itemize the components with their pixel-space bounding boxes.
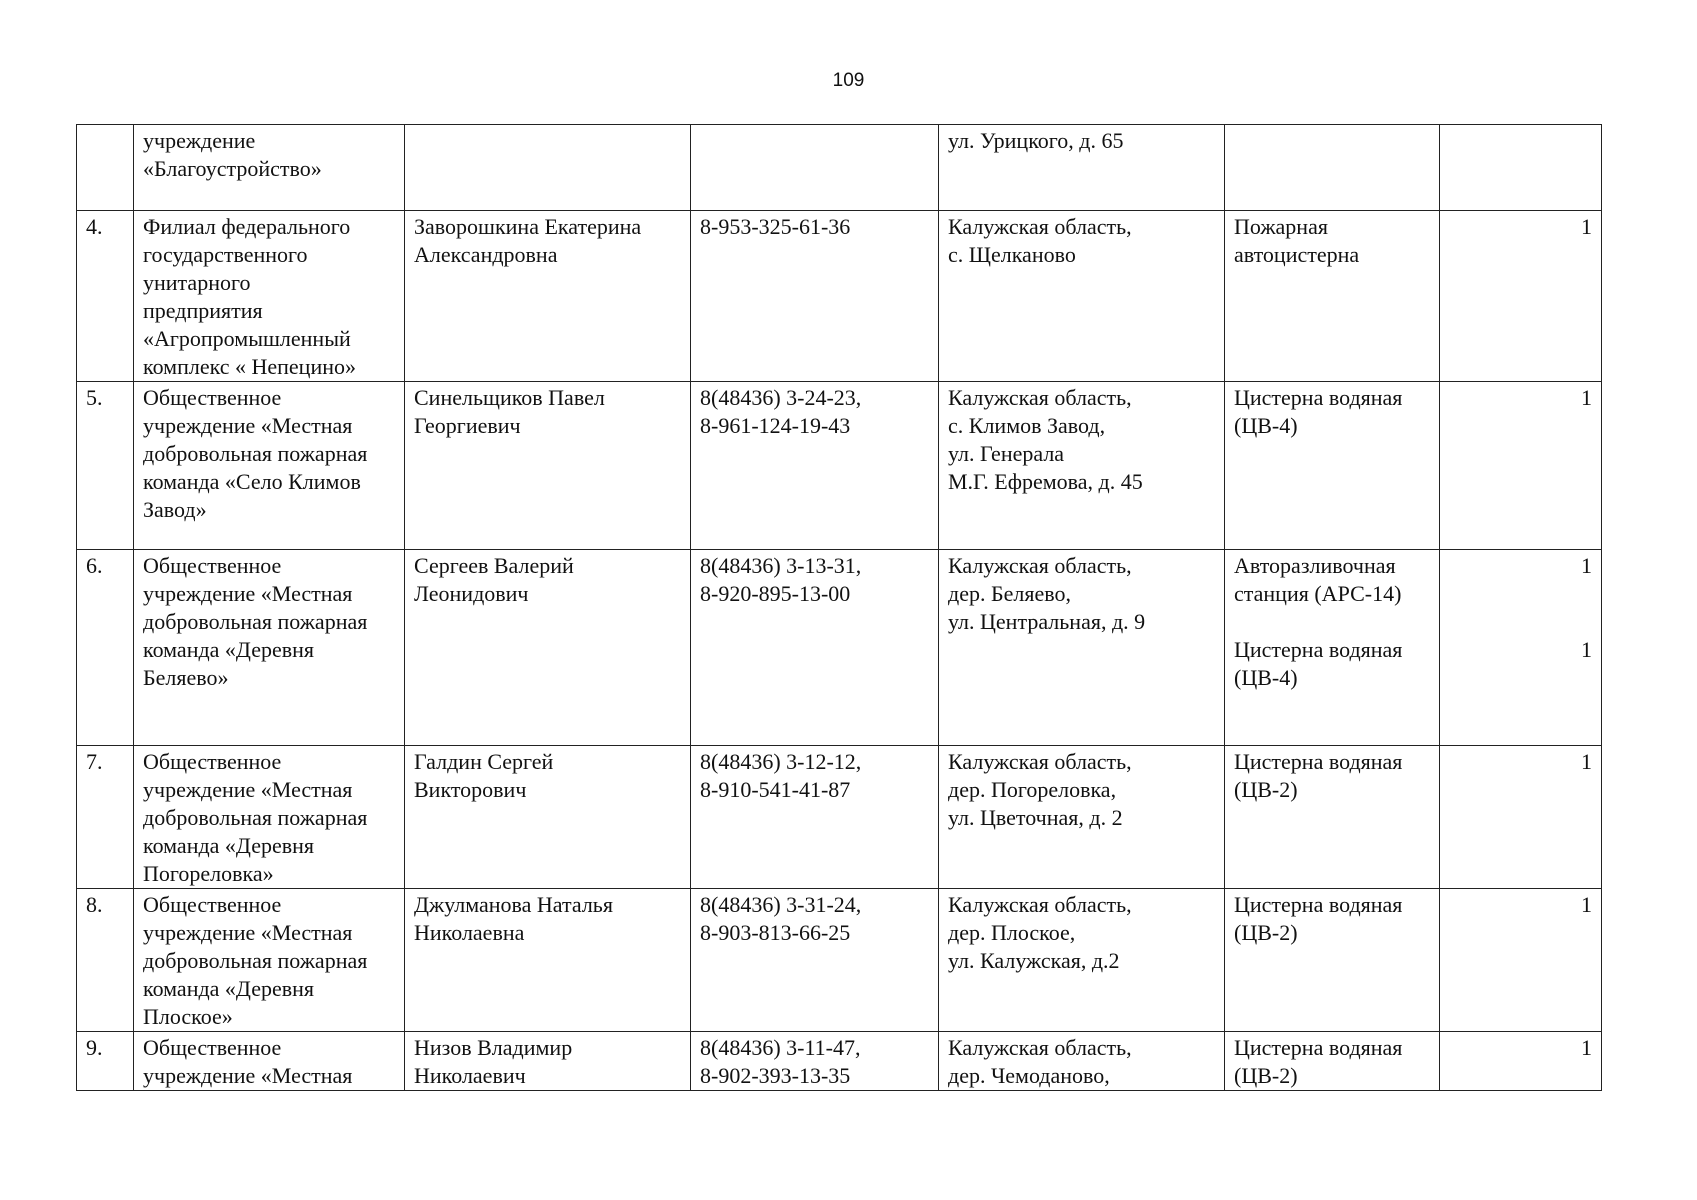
phone-cell <box>691 889 939 1032</box>
equipment-line: Цистерна водяная <box>1234 637 1403 662</box>
qty-line: 1 <box>1581 553 1592 578</box>
phone-line: 8(48436) 3-12-12, <box>700 749 862 774</box>
line-gap <box>1234 608 1430 636</box>
address-cell <box>939 1032 1225 1091</box>
contact-person-cell <box>405 746 691 889</box>
address-line: ул. Генерала <box>948 441 1065 466</box>
org-line: добровольная пожарная <box>143 609 368 634</box>
equipment-cell <box>1225 382 1440 550</box>
org-line: Общественное <box>143 749 282 774</box>
org-line: команда «Деревня <box>143 833 315 858</box>
address-line: ул. Центральная, д. 9 <box>948 609 1146 634</box>
address-line: дер. Плоское, <box>948 920 1076 945</box>
person-line: Викторович <box>414 777 527 802</box>
phone-line: 8(48436) 3-11-47, <box>700 1035 861 1060</box>
equipment-line: (ЦВ-4) <box>1234 665 1298 690</box>
qty-line: 1 <box>1581 385 1592 410</box>
quantity-cell <box>1440 125 1602 211</box>
equipment-line: (ЦВ-2) <box>1234 777 1298 802</box>
org-line: учреждение «Местная <box>143 920 353 945</box>
address-cell <box>939 382 1225 550</box>
quantity-cell <box>1440 382 1602 550</box>
org-line: учреждение «Местная <box>143 777 353 802</box>
org-line: команда «Деревня <box>143 637 315 662</box>
org-line: Плоское» <box>143 1004 233 1029</box>
organization-cell <box>134 211 405 382</box>
row-number: 4. <box>86 214 103 239</box>
org-line: команда «Село Климов <box>143 469 361 494</box>
row-number-cell <box>77 746 134 889</box>
address-cell <box>939 125 1225 211</box>
row-number: 7. <box>86 749 103 774</box>
org-line: Беляево» <box>143 665 229 690</box>
quantity-cell <box>1440 211 1602 382</box>
org-line: Завод» <box>143 497 207 522</box>
phone-cell <box>691 125 939 211</box>
equipment-line: Цистерна водяная <box>1234 749 1403 774</box>
address-line: дер. Погореловка, <box>948 777 1117 802</box>
person-line: Синельщиков Павел <box>414 385 605 410</box>
phone-cell <box>691 746 939 889</box>
address-line: Калужская область, <box>948 1035 1132 1060</box>
org-line: Общественное <box>143 892 282 917</box>
organization-cell <box>134 746 405 889</box>
person-line: Александровна <box>414 242 558 267</box>
table-row <box>77 125 1602 211</box>
org-line: учреждение «Местная <box>143 581 353 606</box>
address-cell <box>939 550 1225 746</box>
address-line: Калужская область, <box>948 892 1132 917</box>
row-number: 5. <box>86 385 103 410</box>
organization-cell <box>134 1032 405 1091</box>
person-line: Николаевич <box>414 1063 526 1088</box>
org-line: Филиал федерального <box>143 214 351 239</box>
address-line: М.Г. Ефремова, д. 45 <box>948 469 1143 494</box>
org-line: команда «Деревня <box>143 976 315 1001</box>
equipment-line: Цистерна водяная <box>1234 1035 1403 1060</box>
table-row <box>77 382 1602 550</box>
table-row <box>77 889 1602 1032</box>
person-line: Сергеев Валерий <box>414 553 574 578</box>
equipment-line: Цистерна водяная <box>1234 385 1403 410</box>
equipment-cell <box>1225 1032 1440 1091</box>
quantity-cell <box>1440 746 1602 889</box>
org-line: «Агропромышленный <box>143 326 351 351</box>
address-cell <box>939 211 1225 382</box>
row-number: 6. <box>86 553 103 578</box>
address-cell <box>939 746 1225 889</box>
org-line: Общественное <box>143 1035 282 1060</box>
org-line: добровольная пожарная <box>143 948 368 973</box>
phone-cell <box>691 211 939 382</box>
row-number-cell <box>77 125 134 211</box>
phone-line: 8(48436) 3-13-31, <box>700 553 862 578</box>
address-line: Калужская область, <box>948 214 1132 239</box>
organization-cell <box>134 889 405 1032</box>
equipment-table <box>76 124 1602 1091</box>
org-line: предприятия <box>143 298 263 323</box>
phone-line: 8-910-541-41-87 <box>700 777 851 802</box>
org-line: Общественное <box>143 385 282 410</box>
address-line: с. Щелканово <box>948 242 1076 267</box>
qty-line: 1 <box>1581 892 1592 917</box>
row-number-cell <box>77 211 134 382</box>
address-line: Калужская область, <box>948 385 1132 410</box>
contact-person-cell <box>405 382 691 550</box>
address-cell <box>939 889 1225 1032</box>
address-line: дер. Чемоданово, <box>948 1063 1110 1088</box>
equipment-line: (ЦВ-2) <box>1234 1063 1298 1088</box>
phone-line: 8-953-325-61-36 <box>700 214 851 239</box>
org-line: государственного <box>143 242 308 267</box>
person-line: Низов Владимир <box>414 1035 573 1060</box>
quantity-cell <box>1440 550 1602 746</box>
phone-line: 8(48436) 3-24-23, <box>700 385 862 410</box>
person-line: Леонидович <box>414 581 529 606</box>
equipment-cell <box>1225 550 1440 746</box>
org-line: «Благоустройство» <box>143 156 322 181</box>
org-line: добровольная пожарная <box>143 805 368 830</box>
org-line: учреждение <box>143 128 256 153</box>
person-line: Николаевна <box>414 920 525 945</box>
equipment-line: (ЦВ-4) <box>1234 413 1298 438</box>
org-line: комплекс « Непецино» <box>143 354 357 379</box>
row-number-cell <box>77 889 134 1032</box>
address-line: ул. Калужская, д.2 <box>948 948 1120 973</box>
address-line: ул. Цветочная, д. 2 <box>948 805 1123 830</box>
address-line: с. Климов Завод, <box>948 413 1106 438</box>
row-number-cell <box>77 550 134 746</box>
equipment-cell <box>1225 746 1440 889</box>
org-line: Погореловка» <box>143 861 274 886</box>
phone-cell <box>691 1032 939 1091</box>
row-number: 8. <box>86 892 103 917</box>
row-number-cell <box>77 1032 134 1091</box>
equipment-line: (ЦВ-2) <box>1234 920 1298 945</box>
org-line: добровольная пожарная <box>143 441 368 466</box>
qty-line: 1 <box>1581 749 1592 774</box>
phone-cell <box>691 550 939 746</box>
org-line: учреждение «Местная <box>143 1063 353 1088</box>
organization-cell <box>134 125 405 211</box>
org-line: Общественное <box>143 553 282 578</box>
equipment-cell <box>1225 211 1440 382</box>
row-number-cell <box>77 382 134 550</box>
qty-line: 1 <box>1581 637 1592 662</box>
table-body <box>77 125 1602 1091</box>
address-line: ул. Урицкого, д. 65 <box>948 128 1124 153</box>
page-number: 109 <box>832 70 865 91</box>
address-line: Калужская область, <box>948 553 1132 578</box>
org-line: учреждение «Местная <box>143 413 353 438</box>
quantity-cell <box>1440 1032 1602 1091</box>
equipment-line: автоцистерна <box>1234 242 1360 267</box>
contact-person-cell <box>405 125 691 211</box>
quantity-cell <box>1440 889 1602 1032</box>
equipment-line: Авторазливочная <box>1234 553 1396 578</box>
phone-line: 8(48436) 3-31-24, <box>700 892 862 917</box>
phone-line: 8-903-813-66-25 <box>700 920 851 945</box>
phone-cell <box>691 382 939 550</box>
table-row <box>77 1032 1602 1091</box>
address-line: Калужская область, <box>948 749 1132 774</box>
line-gap <box>1449 580 1592 608</box>
person-line: Георгиевич <box>414 413 521 438</box>
table-row <box>77 550 1602 746</box>
contact-person-cell <box>405 889 691 1032</box>
contact-person-cell <box>405 550 691 746</box>
phone-line: 8-902-393-13-35 <box>700 1063 851 1088</box>
organization-cell <box>134 550 405 746</box>
person-line: Галдин Сергей <box>414 749 554 774</box>
phone-line: 8-961-124-19-43 <box>700 413 851 438</box>
line-gap <box>1449 608 1592 636</box>
table-row <box>77 746 1602 889</box>
equipment-line: станция (АРС-14) <box>1234 581 1402 606</box>
qty-line: 1 <box>1581 214 1592 239</box>
phone-line: 8-920-895-13-00 <box>700 581 851 606</box>
person-line: Заворошкина Екатерина <box>414 214 642 239</box>
equipment-line: Пожарная <box>1234 214 1328 239</box>
address-line: дер. Беляево, <box>948 581 1071 606</box>
equipment-cell <box>1225 125 1440 211</box>
qty-line: 1 <box>1581 1035 1592 1060</box>
equipment-line: Цистерна водяная <box>1234 892 1403 917</box>
equipment-cell <box>1225 889 1440 1032</box>
row-number: 9. <box>86 1035 103 1060</box>
table-row <box>77 211 1602 382</box>
organization-cell <box>134 382 405 550</box>
person-line: Джулманова Наталья <box>414 892 613 917</box>
contact-person-cell <box>405 1032 691 1091</box>
org-line: унитарного <box>143 270 251 295</box>
contact-person-cell <box>405 211 691 382</box>
